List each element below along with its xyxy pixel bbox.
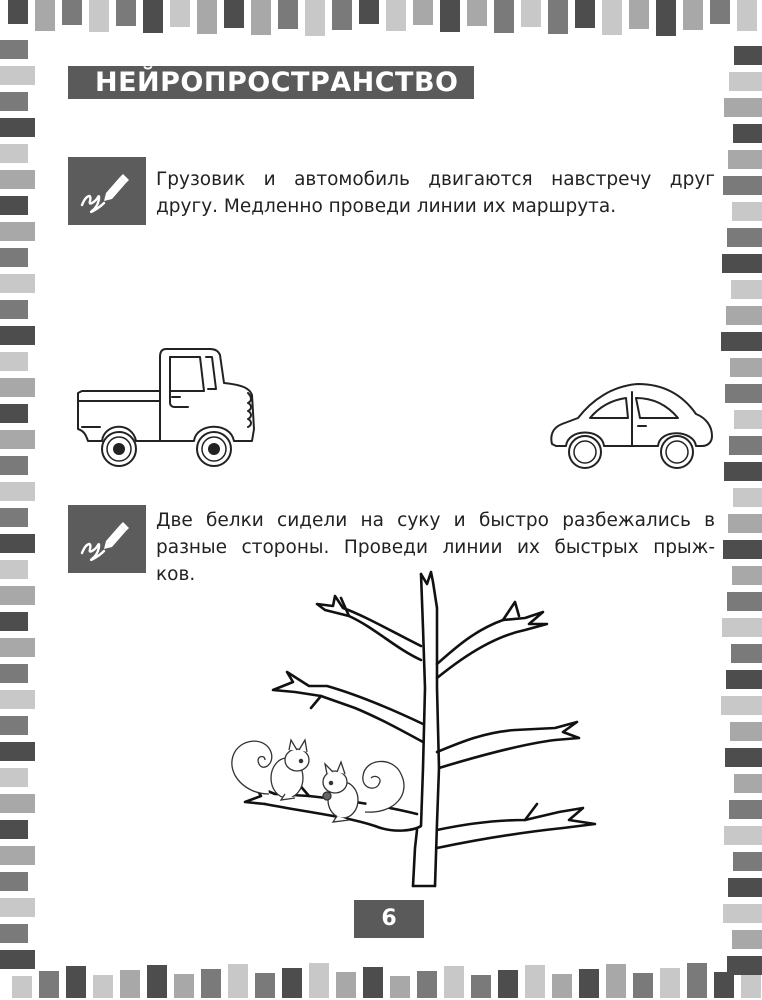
frame-stripe-right [730, 722, 762, 741]
frame-stripe-top [251, 0, 271, 35]
frame-stripe-top [359, 0, 379, 24]
frame-stripe-left [0, 612, 28, 631]
frame-stripe-left [0, 690, 35, 709]
frame-stripe-left [0, 430, 35, 449]
frame-stripe-bottom [201, 969, 221, 998]
frame-stripe-top [278, 0, 298, 29]
frame-stripe-bottom [309, 963, 329, 998]
frame-stripe-right [731, 644, 762, 663]
frame-stripe-bottom [363, 967, 383, 998]
frame-stripe-right [731, 280, 762, 299]
frame-stripe-right [730, 358, 762, 377]
frame-stripe-top [197, 0, 217, 34]
tree-illustration [225, 568, 625, 888]
frame-stripe-right [723, 904, 762, 923]
task-1-line-2: другу. Медленно проведи линии их маршрута. [156, 196, 617, 217]
frame-stripe-right [727, 228, 762, 247]
frame-stripe-right [728, 878, 762, 897]
frame-stripe-left [0, 300, 28, 319]
frame-stripe-right [726, 670, 762, 689]
frame-stripe-right [722, 254, 762, 273]
frame-stripe-right [729, 72, 762, 91]
frame-stripe-left [0, 170, 35, 189]
page-number: 6 [381, 906, 397, 931]
frame-stripe-left [0, 92, 28, 111]
frame-stripe-top [89, 0, 109, 32]
frame-stripe-bottom [336, 972, 356, 998]
frame-stripe-bottom [714, 972, 734, 998]
frame-stripe-top [683, 0, 703, 30]
truck-illustration [74, 345, 260, 469]
frame-stripe-left [0, 222, 35, 241]
frame-stripe-right [725, 748, 762, 767]
frame-stripe-bottom [228, 964, 248, 998]
frame-stripe-right [724, 826, 762, 845]
frame-stripe-right [724, 462, 762, 481]
task-1-line-1: Грузовик и автомобиль двигаются навстречу друг [156, 169, 715, 190]
frame-stripe-top [332, 0, 352, 30]
frame-stripe-top [710, 0, 730, 24]
frame-stripe-bottom [444, 966, 464, 998]
frame-stripe-right [733, 488, 762, 507]
frame-stripe-top [521, 0, 541, 27]
frame-stripe-right [727, 592, 762, 611]
frame-stripe-left [0, 40, 28, 59]
frame-stripe-left [0, 820, 28, 839]
frame-stripe-top [602, 0, 622, 35]
frame-stripe-top [35, 0, 55, 31]
frame-stripe-right [728, 514, 762, 533]
frame-stripe-right [723, 540, 762, 559]
frame-stripe-bottom [498, 970, 518, 998]
frame-stripe-right [726, 306, 762, 325]
frame-stripe-left [0, 66, 35, 85]
frame-stripe-bottom [39, 971, 59, 998]
frame-stripe-bottom [120, 970, 140, 998]
frame-stripe-top [224, 0, 244, 28]
frame-stripe-bottom [579, 969, 599, 998]
frame-stripe-top [656, 0, 676, 36]
frame-stripe-bottom [552, 974, 572, 998]
pencil-scribble-icon [68, 157, 146, 225]
frame-stripe-right [733, 124, 762, 143]
frame-stripe-right [721, 332, 762, 351]
frame-stripe-top [62, 0, 82, 25]
frame-stripe-left [0, 118, 35, 137]
frame-stripe-left [0, 274, 35, 293]
task-2-icon-box [68, 505, 146, 573]
frame-stripe-top [467, 0, 487, 26]
frame-stripe-right [734, 46, 762, 65]
frame-stripe-right [723, 176, 762, 195]
car-illustration [546, 378, 716, 472]
frame-stripe-bottom [93, 975, 113, 998]
frame-stripe-right [732, 566, 762, 585]
frame-stripe-bottom [633, 973, 653, 998]
frame-stripe-right [729, 800, 762, 819]
frame-stripe-left [0, 404, 28, 423]
frame-stripe-left [0, 560, 28, 579]
frame-stripe-top [494, 0, 514, 33]
frame-stripe-right [732, 202, 762, 221]
frame-stripe-bottom [66, 966, 86, 998]
frame-stripe-bottom [660, 968, 680, 998]
frame-stripe-top [629, 0, 649, 29]
frame-stripe-left [0, 456, 28, 475]
frame-stripe-bottom [255, 973, 275, 998]
frame-stripe-bottom [606, 964, 626, 998]
frame-stripe-bottom [282, 968, 302, 998]
frame-stripe-top [8, 0, 28, 24]
frame-stripe-left [0, 144, 28, 163]
frame-stripe-bottom [687, 963, 707, 998]
squirrel-right [323, 761, 404, 822]
frame-stripe-top [143, 0, 163, 33]
frame-stripe-top [575, 0, 595, 28]
frame-stripe-right [724, 98, 762, 117]
frame-stripe-top [170, 0, 190, 27]
frame-stripe-left [0, 950, 35, 969]
frame-stripe-left [0, 508, 28, 527]
frame-stripe-left [0, 794, 35, 813]
page-title: НЕЙРОПРОСТРАНСТВО [95, 67, 459, 98]
frame-stripe-left [0, 898, 35, 917]
frame-stripe-left [0, 248, 28, 267]
frame-stripe-top [116, 0, 136, 26]
frame-stripe-right [734, 410, 762, 429]
frame-stripe-top [386, 0, 406, 31]
task-2-line-1: Две белки сидели на суку и быстро разбежались в [156, 510, 715, 531]
frame-stripe-top [440, 0, 460, 32]
frame-stripe-left [0, 872, 28, 891]
frame-stripe-bottom [174, 974, 194, 998]
task-2-line-2: разные стороны. Проведи линии их быстрых прыж- [156, 537, 715, 558]
frame-stripe-bottom [147, 965, 167, 998]
pencil-scribble-icon [68, 505, 146, 573]
frame-stripe-left [0, 378, 35, 397]
task-2-line-3: ков. [156, 564, 196, 585]
frame-stripe-right [733, 852, 762, 871]
frame-stripe-right [729, 436, 762, 455]
frame-stripe-left [0, 586, 35, 605]
frame-stripe-left [0, 534, 35, 553]
frame-stripe-left [0, 716, 28, 735]
frame-stripe-right [721, 696, 762, 715]
frame-stripe-bottom [525, 965, 545, 998]
frame-stripe-left [0, 924, 28, 943]
frame-stripe-right [732, 930, 762, 949]
frame-stripe-right [728, 150, 762, 169]
frame-stripe-right [727, 956, 762, 975]
frame-stripe-bottom [390, 976, 410, 998]
frame-stripe-right [734, 774, 762, 793]
frame-stripe-top [548, 0, 568, 34]
frame-stripe-left [0, 196, 28, 215]
frame-stripe-left [0, 846, 35, 865]
frame-stripe-right [725, 384, 762, 403]
frame-stripe-left [0, 482, 35, 501]
frame-stripe-bottom [12, 976, 32, 998]
frame-stripe-left [0, 768, 28, 787]
frame-stripe-left [0, 326, 35, 345]
frame-stripe-left [0, 352, 28, 371]
frame-stripe-right [722, 618, 762, 637]
task-1-icon-box [68, 157, 146, 225]
frame-stripe-left [0, 742, 35, 761]
frame-stripe-top [413, 0, 433, 25]
frame-stripe-left [0, 638, 35, 657]
frame-stripe-left [0, 664, 28, 683]
frame-stripe-top [305, 0, 325, 36]
frame-stripe-top [737, 0, 757, 31]
frame-stripe-bottom [471, 975, 491, 998]
frame-stripe-bottom [417, 971, 437, 998]
